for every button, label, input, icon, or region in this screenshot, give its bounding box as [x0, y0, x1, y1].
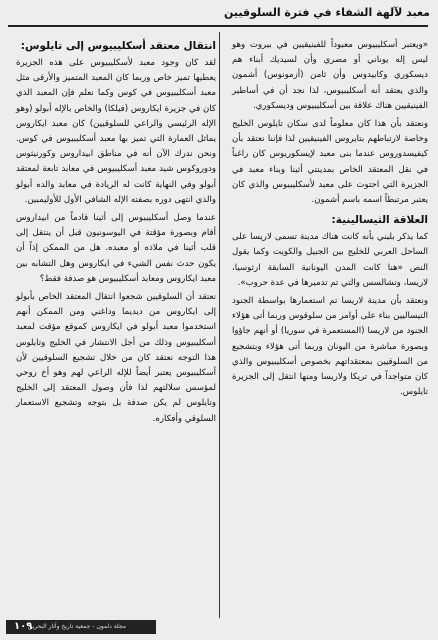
body-paragraph: ونعتقد بأن هذا كان معلوماً لدى سكان تايلوس الخليج وخاصة لارتباطهم بتايروس الفينيقيين لذا فإننا نعتقد بأن كيفيسدوروس عندما بنى معبد لإيسكوريوس كان راغباً في نقل المعتقد الخاص بمدينتي أثينا وبناء معبد في الجزيرة التي احتوت على معبد لأسكليبيوس والذي كان يعتبر مرتبطاً اسمه باسم أشمون. [232, 119, 428, 206]
section-heading: انتقال معتقد أسكليبيوس إلى تايلوس: [20, 40, 216, 52]
left-column [16, 38, 216, 427]
body-paragraph: نعتقد أن السلوقيين شجعوا انتقال المعتقد الخاص بأبولو إلى ايكاروس من ديديما وداغني ومن الممكن أنهم استخدموا معبد أبولو في ايكاروس كموقع مؤقت لمعبد أسكليبيوس وذلك من أجل الانتشار في الخليج وتايلوس هذا التوجه نعتقد كان من خلال تشجيع السلوقيين لأن أسكليبيوس يعتبر أيضاً للإله الراعي لهم وهو أخ روحي لمؤسس سلالتهم لذا فأن وصول المعتقد إلى الخليج وتايلوس لم يكن صدفة بل بتوجه وتشجيع الاستعمار السلوقي وأفكاره. [16, 292, 216, 424]
section-heading: العلاقة الثيسالينية: [331, 214, 428, 227]
body-paragraph: «ويعتبر أسكليبيوس معبوداً للفينيقيين في بيروت وهو ليس إله يوناني أو مصري وأن لسيديك أبناء هم ديسكوري وكابيدوس وأن ثامن (أزمونوس) أشمون والذي يعتقد أنه أسكليبيوس، لذا نجد أن في أساطير الفينيقيين هناك علاقة بين أسكليبيوس وديسكوري. [232, 40, 428, 111]
running-header [0, 4, 438, 28]
header-rule [8, 25, 428, 27]
body-paragraph: لقد كان وجود معبد لأسكليبيوس على هذه الجزيرة يعطيها تميز خاص وربما كان المعبد المتميز والأرقى مثل معبد أسكليبيوس في كوس وكما نعلم فإن المعبد الذي كان في جزيرة ايكاروس (فيلكا) والخاص بالإله أبولو (وهو الإله الرئيسي والراعي للسلوقيين) كان معبد ايكاروس يماثل العمارة التي تميز بها معبد أسكليبيوس في كوس. ونحن ندرك الآن أنه في مناطق ابيداروس وكورنيثوس ودوروكوس شيد معبد أسكليبيوس في معابد تابعة لمعتقد أبولو وفي النهاية كانت له الريادة في معابد والده أبولو والذي انتهى دوره بصفته الإله الشافي الأول للأوليمبين. [16, 58, 216, 205]
column-divider [219, 32, 220, 618]
body-paragraph: عندما وصل أسكليبيوس إلى أثينا قادماً من ابيداروس أقام وبصورة مؤقتة في اليوسونيون قبل أن ينتقل إلى قلب أثينا في ملاذه أو معبده. هل من الممكن إذاً أن يكون حدث نفس الشيء في ايكاروس وهل التشابه بين معبد ايكاروس ومعابد أسكليبيوس هو صدفة فقط؟ [16, 213, 216, 284]
right-column [232, 38, 428, 400]
body-paragraph: كما يذكر بليني بأنه كانت هناك مدينة تسمى لاريسا على الساحل العربي للخليج بين الجبيل والكويت وكما يقول النص «هنا كانت المدن اليونانية السابقة ارثوسيا، لاريسا، وتشالسس والتي تم تدميرها في عدة حروب». [232, 232, 428, 288]
page-number: ١٠٩ [14, 621, 33, 632]
footer-text: مجلة دلمون - جمعية تاريخ وآثار البحرين [27, 623, 126, 630]
body-paragraph: ونعتقد بأن مدينة لاريسا تم استعمارها بواسطة الجنود التيساليين بناء على أوامر من سلوقوس وربما أتى هؤلاء الجنود من لاريسا (المستعمرة في سوريا) أو أنهم جاؤوا وبصورة مباشرة من اليونان وربما أتى هؤلاء وبتشجيع من السلوقيين بمعتقداتهم بخصوص أسكليبيوس والذي كان متواجداً في تريكا ولاريسا ومنها انتقل إلى الجزيرة تايلوس. [232, 296, 428, 398]
footer-bar [6, 620, 156, 634]
header-title: معبد لآلهة الشفاء في فترة السلوقيين [224, 6, 430, 19]
